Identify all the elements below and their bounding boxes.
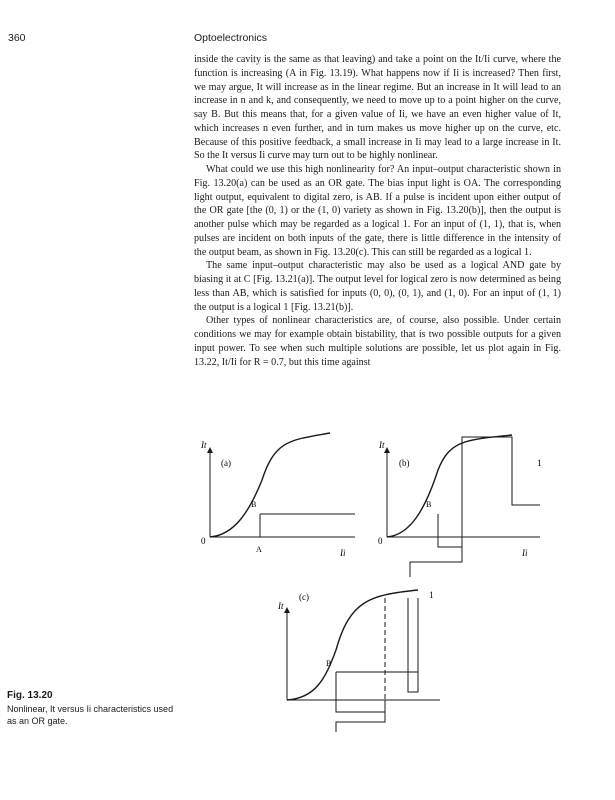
panel-b-point-b: B (426, 500, 432, 509)
panel-b-curve (387, 435, 512, 537)
panel-b-output-pulse (462, 437, 540, 505)
paragraph-2: What could we use this high nonlinearity for? An input–output characteristic shown in Fig. 13.20(a) can be used as an OR gate. The bias input light is OA. The corresponding light output, equivalent to digital zero, is AB. If a pulse is incident upon either output of the OR gate [the (0, 1) or the (1, 0) variety as shown in Fig. 13.20(b)], then the output is another pulse which may be regarded as a logical 1. For an input of (1, 1), that is, when pulses are incident on both inputs of the gate, there is little difference in the intensity of the output beam, as shown in Fig. 13.20(c). This can still be regarded as a logical 1. (194, 164, 561, 258)
panel-a-point-a: A (256, 545, 262, 554)
panel-c-input-pulse (336, 700, 385, 712)
figure-caption (7, 690, 182, 727)
panel-c-one: 1 (429, 590, 434, 600)
panel-c-pulse-down (336, 712, 385, 732)
caption-title: Fig. 13.20 (7, 690, 53, 701)
paragraph-1: inside the cavity is the same as that leaving) and take a point on the It/Ii curve, where the function is increasing (A in Fig. 13.19). What happens now if Ii is increased? Then first, we may argue, It will increase as in the linear regime. But an increase in It will lead to an increase in n and k, and consequently, we need to move up to a point higher on the curve, say B. But this means that, for a given value of Ii, we have an even higher value of It, which increases n even further, and in turn makes us move higher up on the curve, etc. Because of this positive feedback, a small increase in Ii may lead to a large increase in It. So the It versus Ii curve may turn out to be highly nonlinear. (194, 54, 561, 162)
panel-b-pulse-down (410, 547, 462, 577)
caption-text: Nonlinear, It versus Ii characteristics used as an OR gate. (7, 704, 174, 726)
page-number: 360 (8, 32, 26, 44)
panel-b-input-pulse (438, 537, 462, 547)
panel-a-label: (a) (221, 458, 231, 468)
panel-c-y-label: It (278, 601, 284, 611)
panel-a-x-label: Ii (340, 548, 346, 558)
panel-a-curve (210, 433, 330, 537)
panel-b-x-label: Ii (522, 548, 528, 558)
panel-c-point-b: B (326, 659, 332, 668)
paragraph-4: Other types of nonlinear characteristics are, of course, also possible. Under certain conditions we may for example obtain bistability, that is two possible outputs for a given input power. To see when such multiple solutions are possible, let us plot again in Fig. 13.22, It/Ii for R = 0.7, but this time against (194, 315, 561, 368)
paragraph-3: The same input–output characteristic may also be used as a logical AND gate by biasing it at C [Fig. 13.21(a)]. The output level for logical zero is now determined as being less than AB, which is satisfied for inputs (0, 0), (0, 1), and (1, 0). For an input of (1, 1) the output is a logical 1 [Fig. 13.21(b)]. (194, 260, 561, 313)
panel-b-y-label: It (379, 440, 385, 450)
panel-c (287, 590, 440, 732)
panel-a-point-b: B (251, 500, 257, 509)
running-title: Optoelectronics (194, 32, 267, 44)
panel-c-label: (c) (299, 592, 309, 602)
panel-b-origin: 0 (378, 536, 383, 546)
panel-a (210, 433, 355, 537)
panel-a-origin: 0 (201, 536, 206, 546)
panel-a-y-label: It (201, 440, 207, 450)
panel-b-one: 1 (537, 458, 542, 468)
panel-c-output-pulse (408, 598, 418, 692)
panel-c-curve (287, 590, 418, 700)
panel-b (387, 435, 540, 577)
panel-b-label: (b) (399, 458, 410, 468)
